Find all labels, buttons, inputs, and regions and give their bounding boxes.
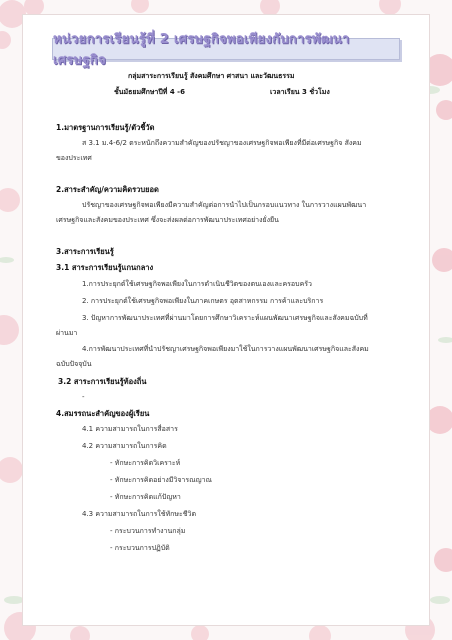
list-item: - ทักษะการคิดแก้ปัญหา (110, 493, 181, 501)
list-item: 1.การประยุกต์ใช้เศรษฐกิจพอเพียงในการดำเนินชีวิตของตนเองและครอบครัว (82, 280, 312, 288)
paragraph-line: ของประเทศ (56, 154, 92, 162)
page-title: หน่วยการเรียนรู้ที่ 2 เศรษฐกิจพอเพียงกับการพัฒนาเศรษฐกิจ (53, 32, 350, 68)
section-heading: 3.สาระการเรียนรู้ (56, 247, 114, 256)
list-item: - ทักษะการคิดอย่างมีวิจารณญาณ (110, 476, 213, 484)
paragraph-line: เศรษฐกิจและสังคมของประเทศ ซึ่งจะส่งผลต่อการพัฒนาประเทศอย่างยั่งยืน (56, 216, 279, 224)
subsection-heading: 3.1 สาระการเรียนรู้แกนกลาง (56, 263, 154, 272)
list-item: ผ่านมา (56, 329, 78, 337)
list-item: 4.2 ความสามารถในการคิด (82, 442, 167, 450)
list-item: - กระบวนการปฏิบัติ (110, 544, 170, 552)
paragraph-line: ส 3.1 ม.4-6/2 ตระหนักถึงความสำคัญของปรัชญาของเศรษฐกิจพอเพียงที่มีต่อเศรษฐกิจ สังคม (82, 139, 362, 147)
grade-level: ชั้นมัธยมศึกษาปีที่ 4 -6 (114, 88, 185, 96)
list-item: 4.การพัฒนาประเทศที่นำปรัชญาเศรษฐกิจพอเพียงมาใช้ในการวางแผนพัฒนาเศรษฐกิจและสังคม (82, 345, 369, 353)
placeholder-dash: - (82, 393, 85, 401)
section-heading: 2.สาระสำคัญ/ความคิดรวบยอด (56, 185, 159, 194)
list-item: 2. การประยุกต์ใช้เศรษฐกิจพอเพียงในภาคเกษตร อุตสาหกรรม การค้าและบริการ (82, 297, 324, 305)
paragraph-line: ปรัชญาของเศรษฐกิจพอเพียงมีความสำคัญต่อการนำไปเป็นกรอบแนวทาง ในการวางแผนพัฒนา (82, 201, 367, 209)
list-item: 4.1 ความสามารถในการสื่อสาร (82, 425, 178, 433)
list-item: - กระบวนการทำงานกลุ่ม (110, 527, 186, 535)
section-heading: 4.สมรรถนะสำคัญของผู้เรียน (56, 409, 150, 418)
study-time: เวลาเรียน 3 ชั่วโมง (270, 88, 330, 96)
list-item: 3. ปัญหาการพัฒนาประเทศที่ผ่านมาโดยการศึกษาวิเคราะห์แผนพัฒนาเศรษฐกิจและสังคมฉบับที่ (82, 314, 368, 322)
section-heading: 1.มาตรฐานการเรียนรู้/ตัวชี้วัด (56, 123, 155, 132)
list-item: ฉบับปัจจุบัน (56, 360, 92, 368)
subsection-heading: 3.2 สาระการเรียนรู้ท้องถิ่น (58, 377, 147, 386)
list-item: - ทักษะการคิดวิเคราะห์ (110, 459, 181, 467)
subject-group: กลุ่มสาระการเรียนรู้ สังคมศึกษา ศาสนา และวัฒนธรรม (128, 72, 295, 80)
list-item: 4.3 ความสามารถในการใช้ทักษะชีวิต (82, 510, 197, 518)
